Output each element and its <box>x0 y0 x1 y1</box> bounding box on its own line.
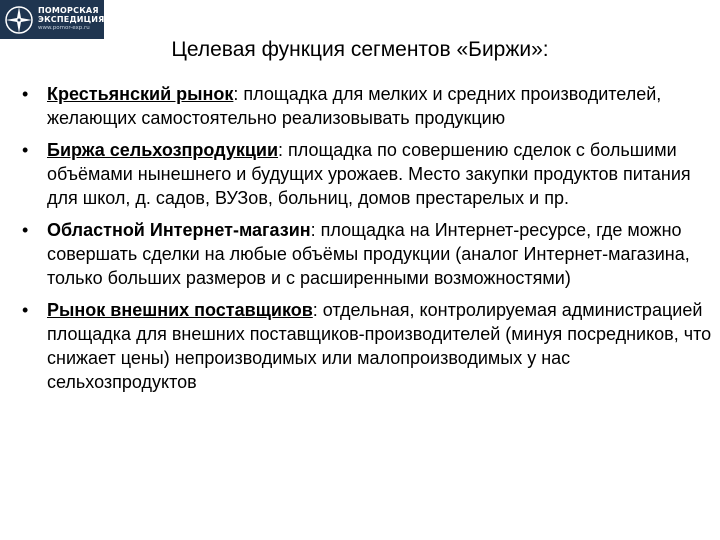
logo-line2: ЭКСПЕДИЦИЯ <box>38 14 105 24</box>
bullet-text: : площадка для мелких и средних производителей, желающих самостоятельно реализовывать продукцию <box>47 84 662 128</box>
bullet-text: : площадка по совершению сделок с большими объёмами нынешнего и будущих урожаев. Место закупки продуктов питания для школ, д. садов, ВУЗов, больниц, домов престарелых и пр. <box>47 140 691 208</box>
bullet-text: : отдельная, контролируемая администрацией площадка для внешних поставщиков-производителей (минуя посредников, что снижает цены) непроизводимых или малопроизводимых у нас сельхозпродуктов <box>47 300 712 392</box>
bullet-text: : площадка на Интернет-ресурсе, где можно совершать сделки на любые объёмы продукции (аналог Интернет-магазина, только больших размеров и с расширенными возможностями) <box>47 220 690 288</box>
compass-icon <box>4 5 34 35</box>
logo-text <box>38 7 105 32</box>
bullet-item-online-store <box>22 218 712 290</box>
bullet-list <box>22 82 712 402</box>
logo <box>0 0 104 39</box>
bullet-icon: • <box>22 220 29 240</box>
bullet-term: Областной Интернет-магазин <box>47 220 311 240</box>
bullet-term: Биржа сельхозпродукции <box>47 140 279 160</box>
bullet-item-external-suppliers <box>22 298 712 394</box>
bullet-icon: • <box>22 300 29 320</box>
logo-line1: ПОМОРСКАЯ <box>38 6 99 16</box>
bullet-item-farmers-market <box>22 82 712 130</box>
slide-title: Целевая функция сегментов «Биржи»: <box>171 38 549 61</box>
logo-url: www.pomor-exp.ru <box>38 25 90 31</box>
bullet-term: Крестьянский рынок <box>47 84 234 104</box>
bullet-icon: • <box>22 140 29 160</box>
bullet-term: Рынок внешних поставщиков <box>47 300 313 320</box>
bullet-icon: • <box>22 84 29 104</box>
bullet-item-agro-exchange <box>22 138 712 210</box>
